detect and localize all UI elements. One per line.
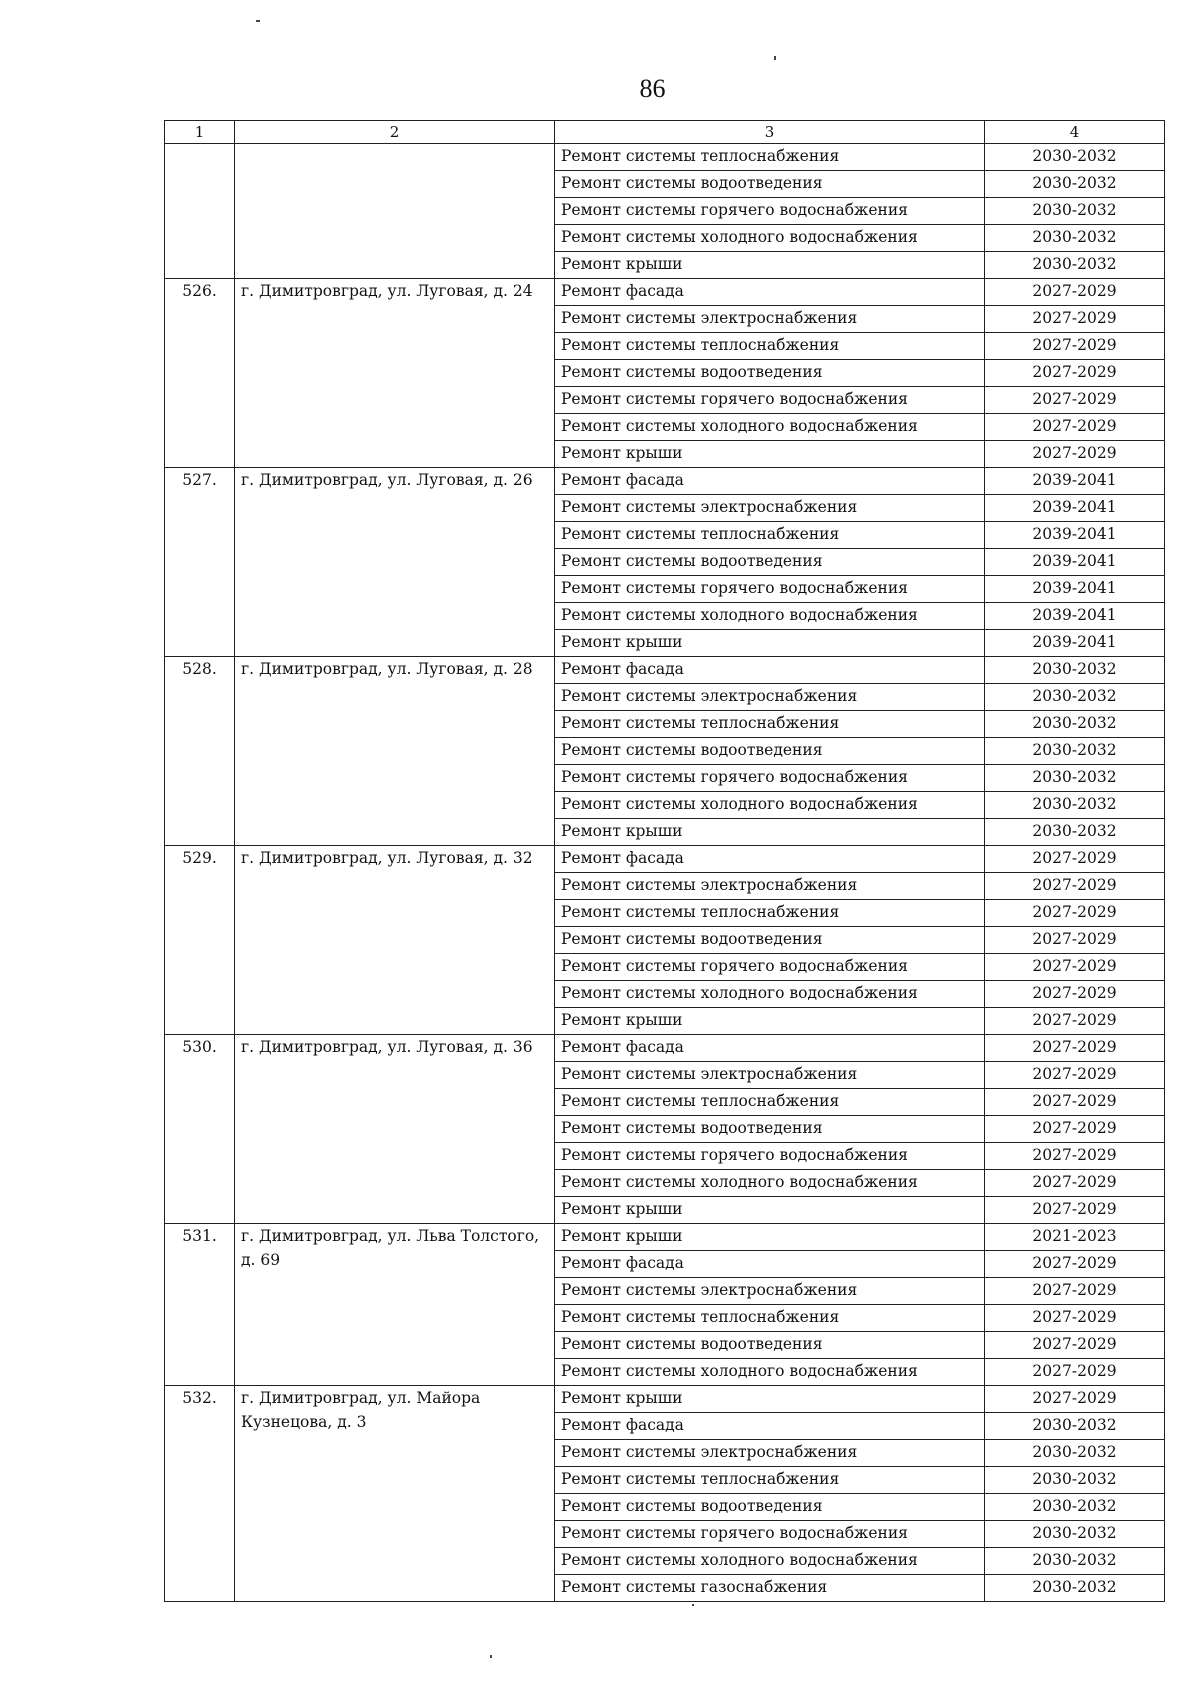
item-number: 532.: [165, 1386, 235, 1602]
repair-work: Ремонт системы газоснабжения: [555, 1575, 985, 1602]
repair-work: Ремонт системы теплоснабжения: [555, 522, 985, 549]
item-number: [165, 144, 235, 279]
repair-period: 2021-2023: [985, 1224, 1165, 1251]
repair-work: Ремонт системы теплоснабжения: [555, 1305, 985, 1332]
repair-work: Ремонт фасада: [555, 846, 985, 873]
repair-period: 2030-2032: [985, 819, 1165, 846]
table-row: [165, 1035, 1165, 1062]
repair-work: Ремонт системы горячего водоснабжения: [555, 1143, 985, 1170]
repair-period: 2027-2029: [985, 360, 1165, 387]
repair-work: Ремонт крыши: [555, 1008, 985, 1035]
repair-period: 2039-2041: [985, 576, 1165, 603]
repair-work: Ремонт крыши: [555, 1197, 985, 1224]
building-address: г. Димитровград, ул. Луговая, д. 28: [235, 657, 555, 846]
repair-period: 2030-2032: [985, 657, 1165, 684]
repair-work: Ремонт крыши: [555, 630, 985, 657]
repair-work: Ремонт системы горячего водоснабжения: [555, 576, 985, 603]
repair-work: Ремонт фасада: [555, 1251, 985, 1278]
item-number: 526.: [165, 279, 235, 468]
repair-work: Ремонт фасада: [555, 1035, 985, 1062]
repair-work: Ремонт системы холодного водоснабжения: [555, 1170, 985, 1197]
repair-period: 2027-2029: [985, 1062, 1165, 1089]
repair-period: 2030-2032: [985, 1521, 1165, 1548]
item-number: 528.: [165, 657, 235, 846]
repair-period: 2030-2032: [985, 1413, 1165, 1440]
repair-period: 2027-2029: [985, 1305, 1165, 1332]
repair-work: Ремонт системы водоотведения: [555, 927, 985, 954]
repair-work: Ремонт крыши: [555, 819, 985, 846]
repair-work: Ремонт системы водоотведения: [555, 171, 985, 198]
repair-period: 2027-2029: [985, 1008, 1165, 1035]
repair-period: 2027-2029: [985, 954, 1165, 981]
repair-work: Ремонт системы теплоснабжения: [555, 1089, 985, 1116]
repair-period: 2027-2029: [985, 333, 1165, 360]
repair-work: Ремонт системы электроснабжения: [555, 1062, 985, 1089]
repair-period: 2027-2029: [985, 1386, 1165, 1413]
repair-work: Ремонт фасада: [555, 279, 985, 306]
repair-period: 2039-2041: [985, 522, 1165, 549]
repair-period: 2039-2041: [985, 630, 1165, 657]
scan-speck: [774, 56, 776, 60]
repair-period: 2030-2032: [985, 1548, 1165, 1575]
repair-work: Ремонт системы водоотведения: [555, 360, 985, 387]
repair-work: Ремонт системы водоотведения: [555, 738, 985, 765]
repair-work: Ремонт системы водоотведения: [555, 1116, 985, 1143]
repair-period: 2030-2032: [985, 1440, 1165, 1467]
repair-period: 2030-2032: [985, 1575, 1165, 1602]
repair-period: 2027-2029: [985, 279, 1165, 306]
repair-work: Ремонт системы холодного водоснабжения: [555, 1548, 985, 1575]
building-address: г. Димитровград, ул. Луговая, д. 26: [235, 468, 555, 657]
repair-work: Ремонт крыши: [555, 1386, 985, 1413]
table-row: [165, 1224, 1165, 1251]
building-address: г. Димитровград, ул. Луговая, д. 32: [235, 846, 555, 1035]
building-address: г. Димитровград, ул. Луговая, д. 36: [235, 1035, 555, 1224]
repair-period: 2027-2029: [985, 927, 1165, 954]
repair-work: Ремонт крыши: [555, 441, 985, 468]
repair-work: Ремонт системы электроснабжения: [555, 495, 985, 522]
item-number: 531.: [165, 1224, 235, 1386]
repair-period: 2027-2029: [985, 900, 1165, 927]
repair-work: Ремонт системы теплоснабжения: [555, 333, 985, 360]
repair-period: 2030-2032: [985, 1467, 1165, 1494]
scan-speck: [256, 20, 260, 22]
repair-period: 2027-2029: [985, 1332, 1165, 1359]
repair-period: 2027-2029: [985, 1116, 1165, 1143]
building-address: г. Димитровград, ул. Льва Толстого, д. 69: [235, 1224, 555, 1386]
repair-period: 2027-2029: [985, 387, 1165, 414]
repair-period: 2030-2032: [985, 765, 1165, 792]
repair-work: Ремонт системы электроснабжения: [555, 1440, 985, 1467]
repair-period: 2030-2032: [985, 144, 1165, 171]
repair-period: 2039-2041: [985, 495, 1165, 522]
scan-speck: [692, 1604, 694, 1606]
repair-work: Ремонт системы теплоснабжения: [555, 711, 985, 738]
repair-work: Ремонт системы горячего водоснабжения: [555, 387, 985, 414]
table-body: [165, 121, 1165, 1602]
repair-period: 2027-2029: [985, 873, 1165, 900]
repair-period: 2030-2032: [985, 684, 1165, 711]
repair-period: 2030-2032: [985, 225, 1165, 252]
repair-period: 2027-2029: [985, 414, 1165, 441]
table-row: [165, 144, 1165, 171]
repair-period: 2027-2029: [985, 1359, 1165, 1386]
repair-schedule-table: [164, 120, 1165, 1602]
repair-work: Ремонт системы электроснабжения: [555, 684, 985, 711]
repair-work: Ремонт системы холодного водоснабжения: [555, 1359, 985, 1386]
repair-period: 2030-2032: [985, 792, 1165, 819]
repair-period: 2027-2029: [985, 1035, 1165, 1062]
repair-work: Ремонт системы горячего водоснабжения: [555, 765, 985, 792]
header-row: [165, 121, 1165, 144]
repair-work: Ремонт системы водоотведения: [555, 549, 985, 576]
repair-work: Ремонт системы горячего водоснабжения: [555, 954, 985, 981]
repair-period: 2027-2029: [985, 1197, 1165, 1224]
repair-work: Ремонт фасада: [555, 657, 985, 684]
repair-work: Ремонт крыши: [555, 1224, 985, 1251]
repair-work: Ремонт системы теплоснабжения: [555, 1467, 985, 1494]
repair-period: 2027-2029: [985, 306, 1165, 333]
repair-work: Ремонт системы теплоснабжения: [555, 144, 985, 171]
repair-period: 2027-2029: [985, 1143, 1165, 1170]
repair-period: 2027-2029: [985, 1170, 1165, 1197]
repair-work: Ремонт системы электроснабжения: [555, 873, 985, 900]
repair-period: 2039-2041: [985, 468, 1165, 495]
item-number: 529.: [165, 846, 235, 1035]
repair-work: Ремонт системы водоотведения: [555, 1494, 985, 1521]
repair-period: 2027-2029: [985, 1278, 1165, 1305]
repair-period: 2027-2029: [985, 846, 1165, 873]
repair-period: 2027-2029: [985, 1089, 1165, 1116]
page-number: 86: [639, 74, 666, 103]
repair-work: Ремонт системы водоотведения: [555, 1332, 985, 1359]
table-row: [165, 657, 1165, 684]
item-number: 530.: [165, 1035, 235, 1224]
repair-period: 2039-2041: [985, 549, 1165, 576]
repair-period: 2027-2029: [985, 441, 1165, 468]
item-number: 527.: [165, 468, 235, 657]
repair-work: Ремонт системы холодного водоснабжения: [555, 603, 985, 630]
building-address: г. Димитровград, ул. Луговая, д. 24: [235, 279, 555, 468]
repair-work: Ремонт системы теплоснабжения: [555, 900, 985, 927]
building-address: г. Димитровград, ул. Майора Кузнецова, д. 3: [235, 1386, 555, 1602]
repair-work: Ремонт системы горячего водоснабжения: [555, 198, 985, 225]
table-row: [165, 279, 1165, 306]
column-header-1: 1: [165, 121, 235, 144]
repair-work: Ремонт системы электроснабжения: [555, 306, 985, 333]
repair-period: 2027-2029: [985, 1251, 1165, 1278]
repair-period: 2030-2032: [985, 198, 1165, 225]
repair-period: 2039-2041: [985, 603, 1165, 630]
column-header-2: 2: [235, 121, 555, 144]
repair-period: 2030-2032: [985, 1494, 1165, 1521]
scan-speck: [490, 1655, 492, 1658]
repair-work: Ремонт крыши: [555, 252, 985, 279]
repair-work: Ремонт фасада: [555, 468, 985, 495]
repair-period: 2030-2032: [985, 711, 1165, 738]
repair-work: Ремонт системы холодного водоснабжения: [555, 414, 985, 441]
repair-period: 2027-2029: [985, 981, 1165, 1008]
repair-work: Ремонт системы холодного водоснабжения: [555, 225, 985, 252]
column-header-4: 4: [985, 121, 1165, 144]
table-row: [165, 1386, 1165, 1413]
repair-period: 2030-2032: [985, 171, 1165, 198]
building-address: [235, 144, 555, 279]
repair-period: 2030-2032: [985, 738, 1165, 765]
repair-work: Ремонт системы электроснабжения: [555, 1278, 985, 1305]
repair-work: Ремонт фасада: [555, 1413, 985, 1440]
table-row: [165, 468, 1165, 495]
table-row: [165, 846, 1165, 873]
repair-work: Ремонт системы холодного водоснабжения: [555, 792, 985, 819]
repair-work: Ремонт системы холодного водоснабжения: [555, 981, 985, 1008]
column-header-3: 3: [555, 121, 985, 144]
repair-work: Ремонт системы горячего водоснабжения: [555, 1521, 985, 1548]
repair-period: 2030-2032: [985, 252, 1165, 279]
